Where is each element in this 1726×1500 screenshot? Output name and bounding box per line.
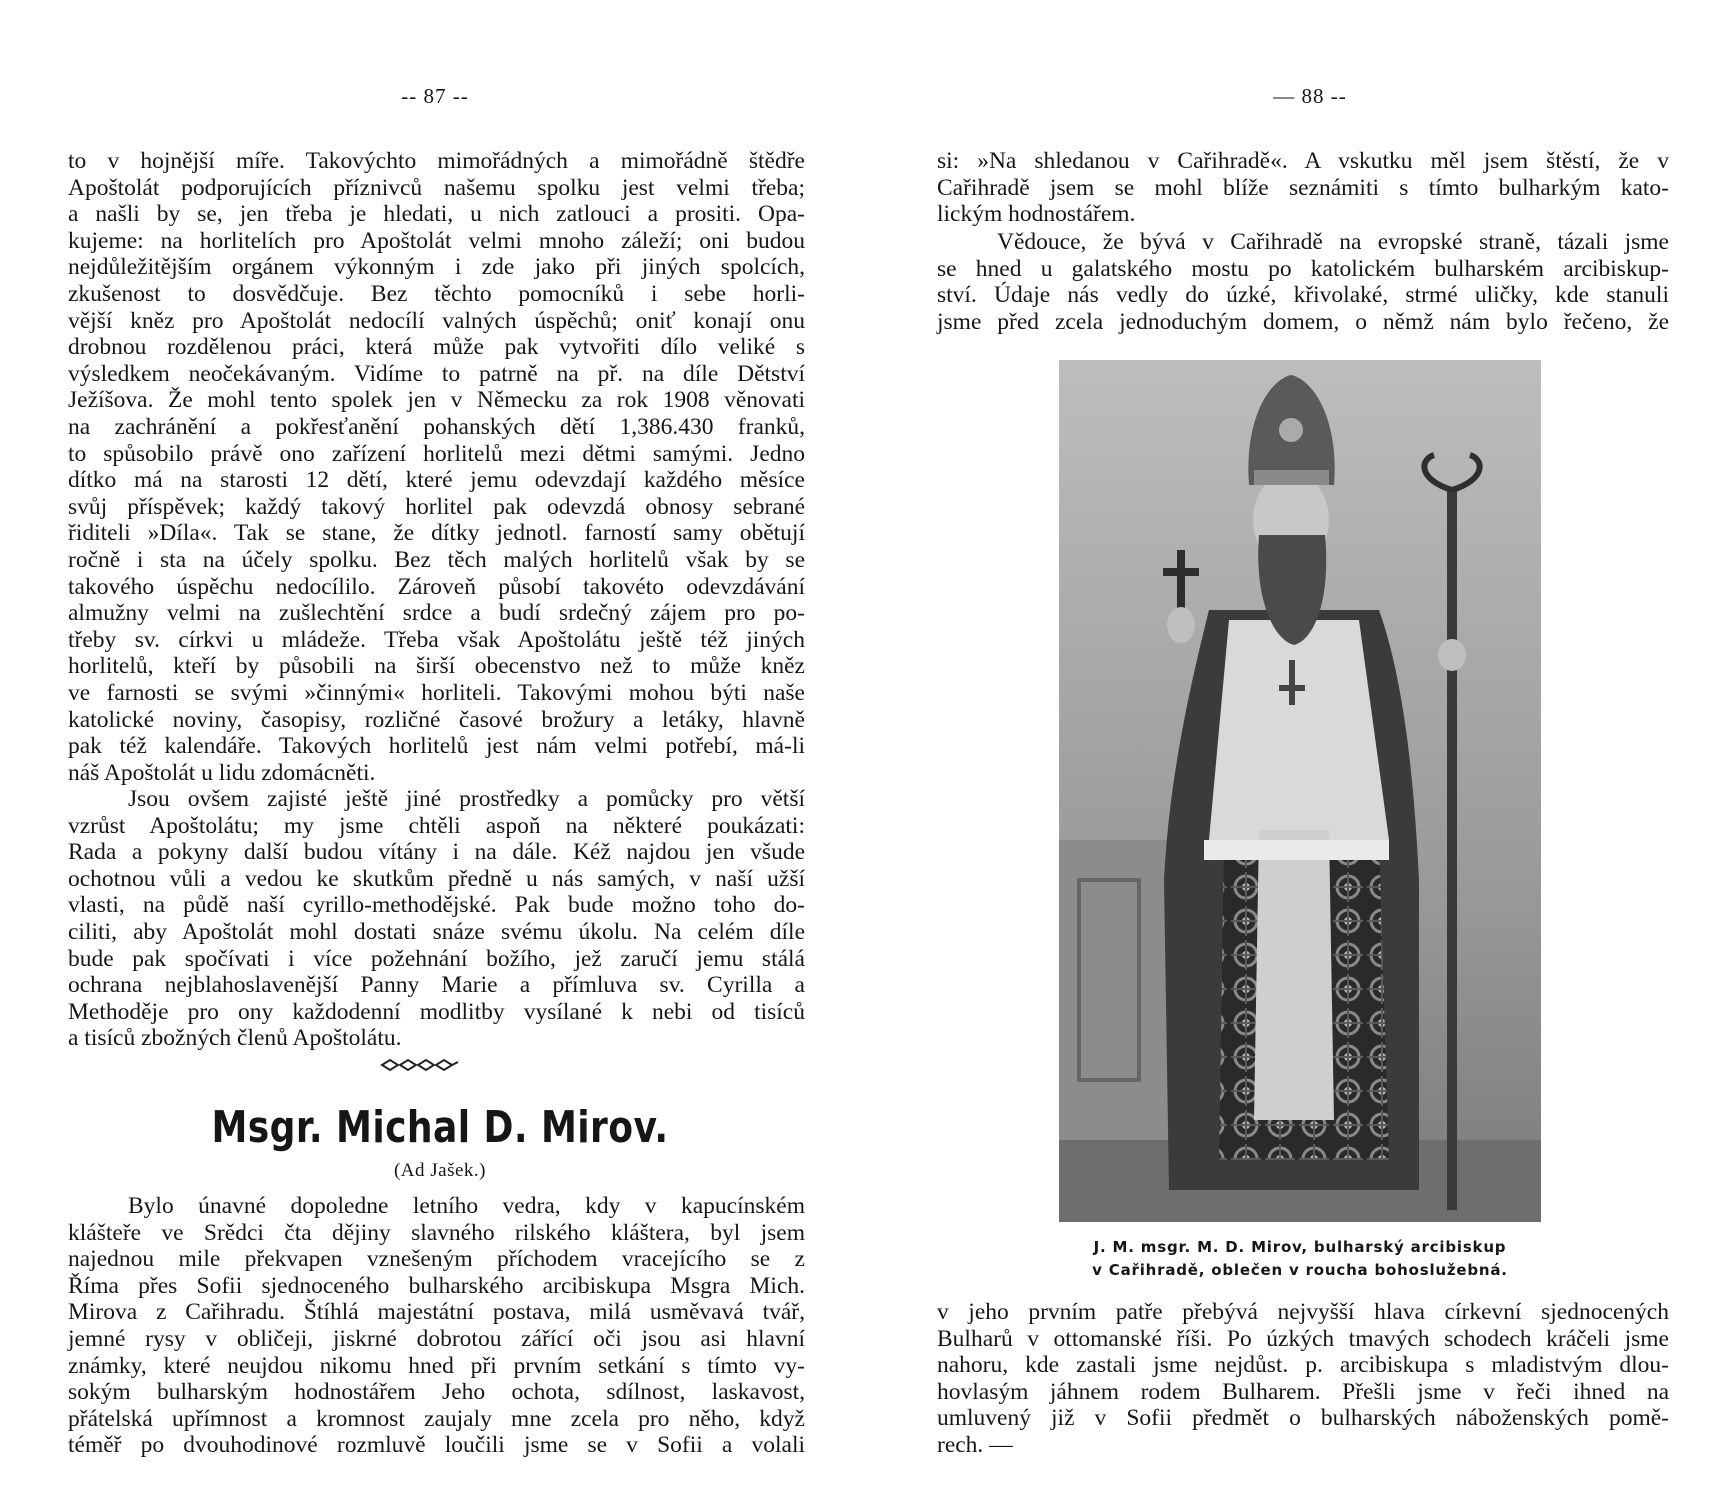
text-line: to spůsobilo právě ono zařízení horlitelů mezi dětmi samými. Jedno [68, 440, 805, 467]
text-line: ciliti, aby Apoštolát mohl dostati snáze svému úkolu. Na celém díle [68, 919, 805, 945]
text-line: sokým bulharským hodnostářem Jeho ochota, sdílnost, laskavost, [68, 1379, 805, 1406]
ornament-divider-icon [380, 1058, 460, 1072]
text-line: v jeho prvním patře přebývá nejvyšší hlava církevní sjednocených [937, 1299, 1669, 1325]
text-line: rech. — [937, 1432, 1013, 1458]
article-heading: Msgr. Michal D. Mirov. [211, 1102, 669, 1153]
page-number-left: -- 87 -- [401, 84, 469, 108]
text-line: ochotnou vůli a vedou ke skutkům předně u nás samých, v naší užší [68, 865, 805, 892]
photo-caption-line-2: v Cařihradě, oblečen v roucha bohoslužebná. [1092, 1261, 1508, 1279]
text-line: vější kněz pro Apoštolát nedocílí valných úspěchů; oniť konají onu [68, 307, 805, 334]
text-line: katolické noviny, časopisy, rozličné časové brožury a letáky, hlavně [68, 706, 805, 733]
text-line: Rada a pokyny další budou vítány i na dále. Kéž najdou jen všude [68, 839, 805, 866]
text-line: Methoděje pro ony každodenní modlitby vysílané k nebi od tisíců [68, 998, 805, 1025]
text-line: ročně i sta na účely spolku. Bez těch malých horlitelů však by se [68, 547, 805, 573]
text-line: klášteře ve Srědci čta dějiny slavného rilského kláštera, byl jsem [68, 1219, 805, 1246]
photo-caption-line-1: J. M. msgr. M. D. Mirov, bulharský arcibiskup [1093, 1238, 1507, 1256]
text-line: takového úspěchu nedocílilo. Zároveň působí takovéto odevzdávání [68, 573, 805, 600]
text-line: Říma přes Sofii sjednoceného bulharského arcibiskupa Msgra Mich. [68, 1272, 805, 1299]
archbishop-photograph [1059, 360, 1541, 1222]
article-byline: (Ad Jašek.) [393, 1160, 487, 1181]
text-line: Apoštolát podporujících příznivců našemu spolku jest velmi třeba; [68, 174, 805, 201]
text-line: zkušenost to dosvědčuje. Bez těchto pomocníků i sebe horli- [68, 281, 805, 307]
text-line: hovlasým jáhnem rodem Bulharem. Přešli jsme v řeči ihned na [937, 1378, 1669, 1405]
text-line: a tisíců zbožných členů Apoštolátu. [68, 1025, 402, 1052]
text-line: řiditeli »Díla«. Tak se stane, že dítky jednotl. farností samy obětují [68, 520, 805, 547]
text-line: téměř po dvouhodinové rozmluvě loučili jsme se v Sofii a volali [68, 1432, 805, 1459]
text-line: jemné rysy v obličeji, jiskrné dobrotou zářící oči jsou asi hlavní [68, 1326, 805, 1352]
text-line: kujeme: na horlitelích pro Apoštolát velmi mnoho záleží; oni budou [68, 227, 805, 254]
text-line: to v hojnější míře. Takovýchto mimořádných a mimořádně štědře [68, 148, 805, 174]
text-line: drobnou rozdělenou práci, která může pak vytvořiti dílo veliké s [68, 334, 805, 361]
text-line: ství. Údaje nás vedly do úzké, křivolaké, strmé uličky, kde stanuli [937, 282, 1669, 309]
text-line: výsledkem neočekávaným. Vidíme to patrně na př. na díle Dětství [68, 360, 805, 387]
text-line: Cařihradě jsem se mohl blíže seznámiti s tímto bulharkým kato- [937, 174, 1669, 201]
text-line: nejdůležitějším orgánem výkonným i zde jako při jiných spolcích, [68, 254, 805, 281]
text-line: pak též kalendáře. Takových horlitelů jest nám velmi potřebí, má-li [68, 733, 805, 760]
text-line: Ježíšova. Že mohl tento spolek jen v Německu za rok 1908 věnovati [68, 387, 805, 414]
text-line: Bulharů v ottomanské říši. Po úzkých tmavých schodech kráčeli jsme [937, 1325, 1669, 1352]
text-line: vzrůst Apoštolátu; my jsme chtěli aspoň na některé poukázati: [68, 812, 805, 839]
text-line: se hned u galatského mostu po katolickém bulharském arcibiskup- [937, 255, 1669, 282]
text-line: třeby sv. církvi u mládeže. Třeba však Apoštolátu ještě též jiných [68, 626, 805, 653]
text-line: náš Apoštolát u lidu zdomácněti. [68, 759, 376, 786]
text-line: ochrana nejblahoslavenější Panny Marie a přímluva sv. Cyrilla a [68, 972, 805, 999]
text-line: a našli by se, jen třeba je hledati, u nich zatlouci a prositi. Opa- [68, 201, 805, 228]
text-line: nahoru, kde zastali jsme nejdůst. p. arcibiskupa s mladistvým dlou- [937, 1352, 1669, 1379]
text-line: najednou mile překvapen vznešeným příchodem vracejícího se z [68, 1246, 805, 1273]
text-line: dítko má na starosti 12 dětí, které jemu odevzdají každého měsíce [68, 467, 805, 494]
text-line: si: »Na shledanou v Cařihradě«. A vskutku měl jsem štěstí, že v [937, 148, 1669, 174]
text-line: na zachránění a pokřesťanění pohanských dětí 1,386.430 franků, [68, 414, 805, 440]
text-line: bude pak spočívati i více požehnání božího, jež zaručí jemu stálá [68, 945, 805, 972]
text-line: horlitelů, kteří by působili na širší obecenstvo než to může kněz [68, 653, 805, 680]
text-line: ve farnosti se svými »činnými« horliteli. Takovými mohou býti naše [68, 680, 805, 706]
page-number-right: — 88 -- [1273, 84, 1347, 108]
text-line: Bylo únavné dopoledne letního vedra, kdy v kapucínském [128, 1193, 805, 1219]
text-line: Jsou ovšem zajisté ještě jiné prostředky a pomůcky pro větší [128, 786, 805, 812]
text-line: Mirova z Cařihradu. Štíhlá majestátní postava, milá usměvavá tvář, [68, 1299, 805, 1326]
text-line: vlasti, na půdě naší cyrillo-methodějské. Pak bude možno toho do- [68, 892, 805, 919]
text-line: svůj příspěvek; každý takový horlitel pak odevzdá obnosy sebrané [68, 493, 805, 520]
text-line: Vědouce, že bývá v Cařihradě na evropské straně, tázali jsme [997, 229, 1669, 255]
text-line: jsme před zcela jednoduchým domem, o němž nám bylo řečeno, že [937, 308, 1669, 335]
text-line: lickým hodnostářem. [937, 201, 1136, 228]
text-line: známky, které neujdou nikomu hned při prvním setkání s tímto vy- [68, 1352, 805, 1379]
text-line: almužny velmi na zušlechtění srdce a budí srdečný zájem pro po- [68, 600, 805, 627]
text-line: přátelská upřímnost a kromnost zaujaly mne zcela pro něho, když [68, 1405, 805, 1432]
text-line: umluvený již v Sofii předmět o bulharských náboženských pomě- [937, 1405, 1669, 1432]
